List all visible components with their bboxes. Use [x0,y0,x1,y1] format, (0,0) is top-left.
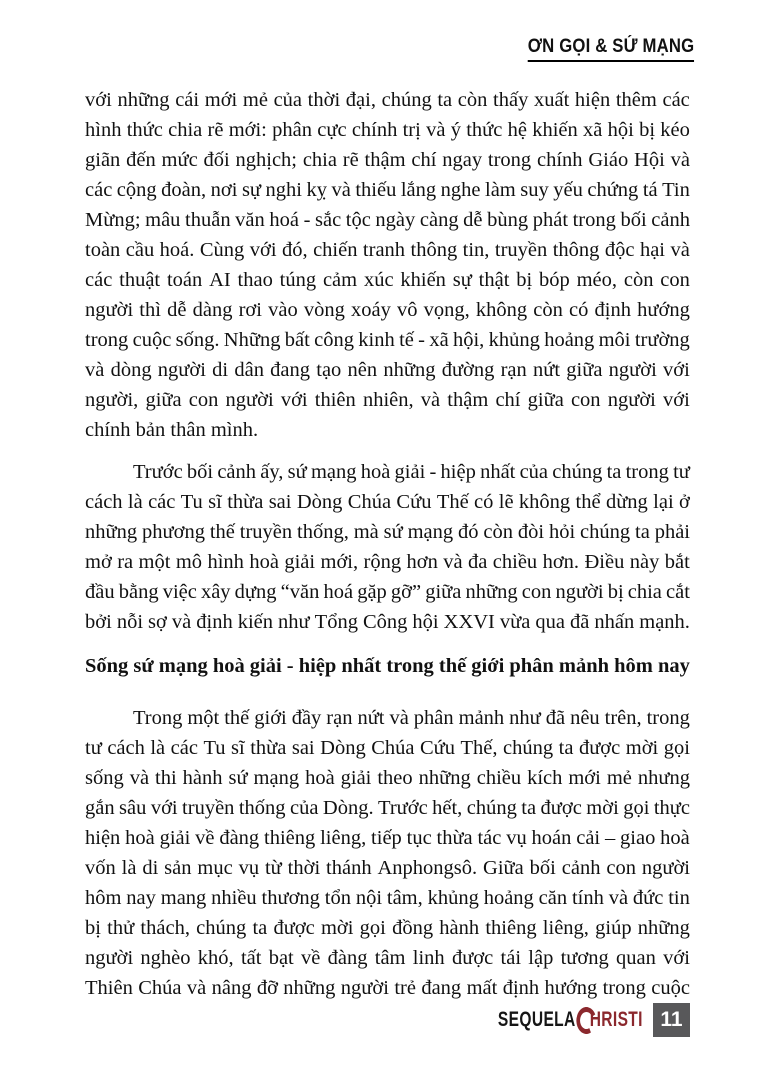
text-line: chính bản thân mình. [85,419,259,441]
text-line: bởi nỗi sợ và định kiến như Tổng Công hội XXVI vừa qua đã nhấn mạnh. [85,611,690,633]
text-line: Trước bối cảnh ấy, sứ mạng hoà giải - hiệp nhất của chúng ta trong tư [133,461,690,483]
paragraph-1 [85,85,690,445]
text-line: sống và thi hành sứ mạng hoà giải theo những chiều kích mới mẻ nhưng [85,767,690,789]
page-number-badge [653,1003,690,1037]
text-line: trong cuộc sống. Những bất công kinh tế - xã hội, khủng hoảng môi trường [85,329,690,351]
text-line: với những cái mới mẻ của thời đại, chúng ta còn thấy xuất hiện thêm các [85,89,690,111]
text-line: người, giữa con người với thiên nhiên, và thậm chí giữa con người với [85,389,690,411]
paragraph-3 [85,703,690,1003]
text-line: Sống sứ mạng hoà giải - hiệp nhất trong thế giới phân mảnh hôm nay [85,655,690,677]
text-line: tư cách là các Tu sĩ thừa sai Dòng Chúa Cứu Thế, chúng ta được mời gọi [85,737,690,759]
logo-text-hristi: HRISTI [589,1008,643,1031]
section-heading [85,651,690,681]
text-line: cách là các Tu sĩ thừa sai Dòng Chúa Cứu Thế có lẽ không thể dừng lại ở [85,491,690,513]
text-line: đầu bằng việc xây dựng “văn hoá gặp gỡ” giữa những con người bị chia cắt [85,581,690,603]
text-line: Trong một thế giới đầy rạn nứt và phân mảnh như đã nêu trên, trong [133,707,690,729]
running-header [505,36,694,62]
text-line: các cộng đoàn, nơi sự nghi kỵ và thiếu lắng nghe làm suy yếu chứng tá Tin [85,179,690,201]
running-header-title: ƠN GỌI & SỨ MẠNG [527,36,694,62]
text-line: các thuật toán AI thao túng cảm xúc khiến sự thật bị bóp méo, còn con [85,269,690,291]
text-line: mở ra một mô hình hoà giải mới, rộng hơn và đa chiều hơn. Điều này bắt [85,551,690,573]
text-line: gắn sâu với truyền thống của Dòng. Trước hết, chúng ta được mời gọi thực [85,797,690,819]
text-line: người thì dễ dàng rơi vào vòng xoáy vô vọng, không còn có định hướng [85,299,690,321]
text-line: vốn là di sản mục vụ từ thời thánh Anphongsô. Giữa bối cảnh con người [85,857,690,879]
text-line: hôm nay mang nhiều thương tổn nội tâm, khủng hoảng căn tính và đức tin [85,887,690,909]
text-line: Thiên Chúa và nâng đỡ những người trẻ đang mất định hướng trong cuộc [85,977,690,999]
page-footer [447,1003,690,1037]
text-line: giãn đến mức đối nghịch; chia rẽ thậm chí ngay trong chính Giáo Hội và [85,149,690,171]
page-number: 11 [660,1008,683,1031]
logo-text-sequela: SEQUELA [498,1008,576,1031]
text-line: hiện hoà giải về đàng thiêng liêng, tiếp tục thừa tác vụ hoán cải – giao hoà [85,827,690,849]
text-line: và dòng người di dân đang tạo nên những đường rạn nứt giữa người với [85,359,690,381]
text-line: bị thử thách, chúng ta được mời gọi đồng hành thiêng liêng, giúp những [85,917,690,939]
text-line: hình thức chia rẽ mới: phân cực chính trị và ý thức hệ khiến xã hội bị kéo [85,119,690,141]
text-line: toàn cầu hoá. Cùng với đó, chiến tranh thông tin, truyền thông độc hại và [85,239,690,261]
text-line: người nghèo khó, tất bạt về đàng tâm linh được tái lập tương quan với [85,947,690,969]
paragraph-2 [85,457,690,637]
text-line: Mừng; mâu thuẫn văn hoá - sắc tộc ngày càng dễ bùng phát trong bối cảnh [85,209,690,231]
text-column [85,85,690,1003]
sequela-christi-logo [498,1007,643,1034]
text-line: những phương thế truyền thống, mà sứ mạng đó còn đòi hỏi chúng ta phải [85,521,690,543]
